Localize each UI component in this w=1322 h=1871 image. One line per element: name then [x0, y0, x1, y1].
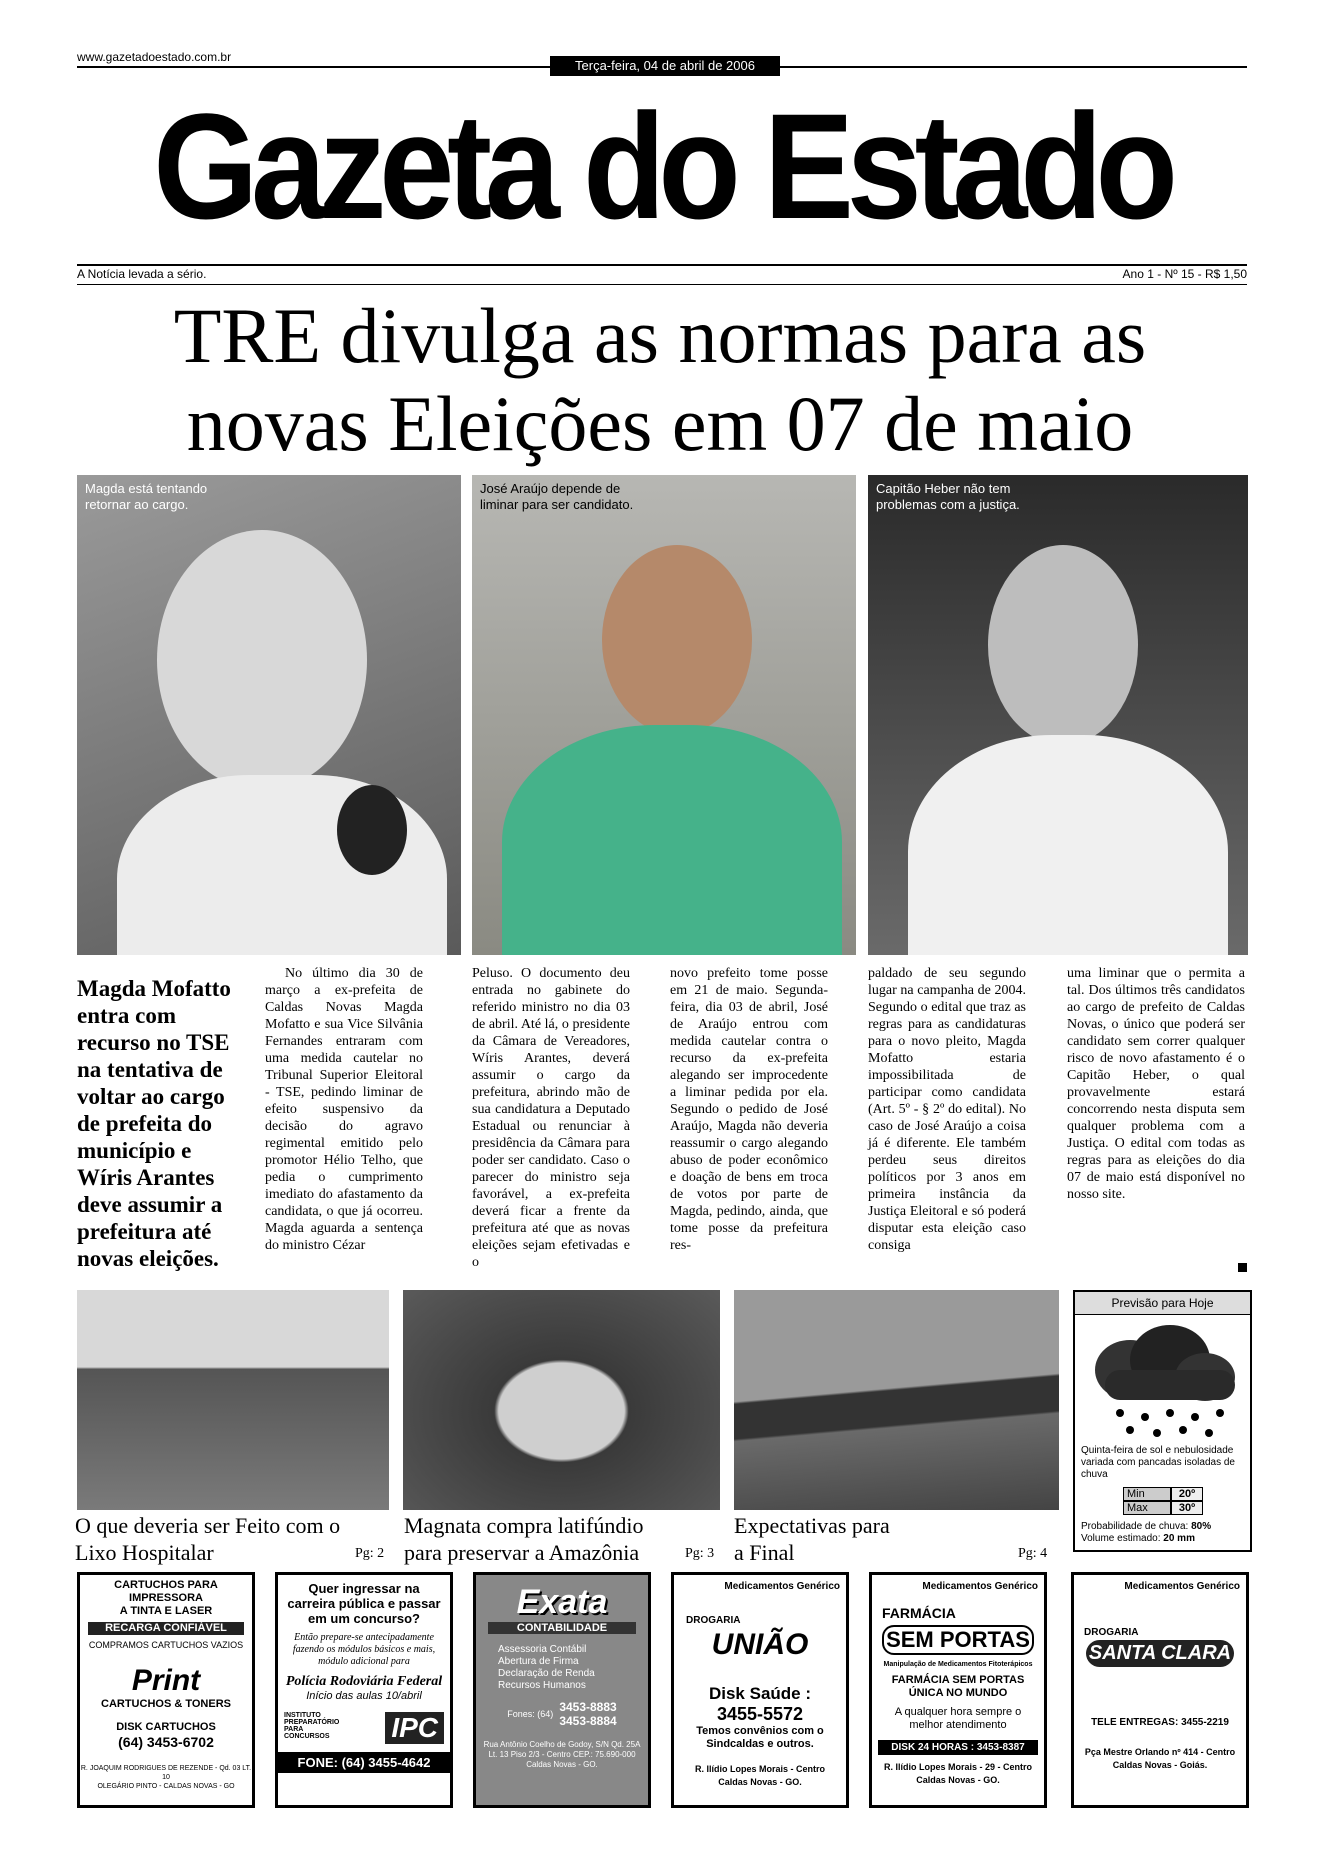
- site-url[interactable]: www.gazetadoestado.com.br: [77, 50, 232, 64]
- issue-date: Terça-feira, 04 de abril de 2006: [550, 56, 780, 76]
- print-logo: Print: [131, 1664, 201, 1697]
- teaser-photo-football-fans[interactable]: [734, 1290, 1059, 1510]
- exata-logo: Exata: [516, 1583, 608, 1621]
- max-label: Max: [1123, 1501, 1171, 1515]
- article-column-1: No último dia 30 de março a ex-prefeita de Caldas Novas Magda Mofatto e sua Vice Silvânia Fernandes entraram com uma medida cautelar no Tribunal Superior Eleitoral - TSE, pedindo liminar de efeito suspensivo da decisão do agravo regimental emitido pelo promotor Hélio Telho, que pedia o cumprimento imediato do afastamento da candidata, o que já ocorreu. Magda aguarda a sentença do ministro Cézar: [265, 966, 423, 1253]
- min-label: Min: [1123, 1487, 1171, 1501]
- end-of-article-mark: [1238, 1263, 1247, 1272]
- portrait-silhouette: [602, 545, 752, 735]
- teaser-page-2: Pg: 3: [685, 1546, 715, 1561]
- main-headline: [60, 292, 1260, 468]
- article-column-5: uma liminar que o permita a tal. Dos últimos três candidatos ao cargo de prefeito de Caldas Novas, o único que poderá ser candidato sem correr qualquer risco de novo afastamento é o Capitão Heber, o qual provavelmente estará concorrendo nesta disputa sem qualquer problema com a Justiça. O edital com todas as regras para as eleições do dia 07 de maio está disponível no nosso site.: [1067, 966, 1245, 1202]
- edition-info: Ano 1 - Nº 15 - R$ 1,50: [1122, 267, 1247, 281]
- temperature-table: [1123, 1487, 1250, 1515]
- masthead-title: Gazeta do Estado: [153, 82, 1171, 250]
- weather-title: Previsão para Hoje: [1075, 1292, 1250, 1315]
- sem-portas-logo: SEM PORTAS: [882, 1625, 1034, 1655]
- photo-caption: Capitão Heber não tem problemas com a justiça.: [876, 481, 1020, 512]
- headline-line-2: novas Eleições em 07 de maio: [186, 380, 1134, 467]
- ipc-logo: IPC: [385, 1712, 444, 1744]
- masthead-rule: [77, 264, 1247, 266]
- teaser-photo-landfill[interactable]: [77, 1290, 389, 1510]
- slogan-rule: [77, 284, 1247, 285]
- rain-cloud-icon: [1075, 1315, 1250, 1440]
- generico-badge: Medicamentos Genérico: [922, 1581, 1038, 1592]
- ad-ipc-concursos[interactable]: Quer ingressar na carreira pública e passar em um concurso? Então prepare-se antecipadamente fazendo os módulos básicos e mais, módulo adicional para Polícia Rodoviária Federal Início das aulas 10/abril INSTITUTO PREPARATÓRIO PARA CONCURSOS IPC FONE: (64) 3455-4642: [275, 1572, 453, 1808]
- ad-drogaria-santa-clara[interactable]: Medicamentos Genérico DROGARIA SANTA CLARA TELE ENTREGAS: 3455-2219 Pça Mestre Orlando nº 414 - Centro Caldas Novas - Goiás.: [1071, 1572, 1249, 1808]
- teaser-page-1: Pg: 2: [355, 1546, 385, 1561]
- rain-info: Probabilidade de chuva: 80% Volume estimado: 20 mm: [1081, 1521, 1212, 1544]
- article-column-3: novo prefeito tome posse em 21 de maio. Segunda-feira, dia 03 de abril, José de Araújo entrou com medida cautelar contra o recurso da ex-prefeita alegando ser improcedente a liminar pedida por ela. Segundo o pedido de José Araújo, Magda não deveria reassumir o cargo alegando abuso de poder econômico e doação de bens em troca de votos por parte de Magda, pedindo, ainda, que tome posse da prefeitura res-: [670, 966, 828, 1253]
- ad-farmacia-sem-portas[interactable]: Medicamentos Genérico FARMÁCIA SEM PORTAS Manipulação de Medicamentos Fitoterápicos FARMÁCIA SEM PORTAS ÚNICA NO MUNDO A qualquer hora sempre o melhor atendimento DISK 24 HORAS : 3453-8387 R. Ilídio Lopes Morais - 29 - Centro Caldas Novas - GO.: [869, 1572, 1047, 1808]
- microphone: [337, 785, 407, 875]
- ad-cartuchos[interactable]: CARTUCHOS PARA IMPRESSORA A TINTA E LASER RECARGA CONFIÁVEL COMPRAMOS CARTUCHOS VAZIOS Print CARTUCHOS & TONERS DISK CARTUCHOS (64) 3453-6702 R. JOAQUIM RODRIGUES DE REZENDE - Qd. 03 LT. 10 OLEGÁRIO PINTO - CALDAS NOVAS - GO: [77, 1572, 255, 1808]
- generico-badge: Medicamentos Genérico: [724, 1581, 840, 1592]
- lead-summary: Magda Mofatto entra com recurso no TSE na tentativa de voltar ao cargo de prefeita do município e Wíris Arantes deve assumir a prefeitura até novas eleições.: [77, 976, 231, 1271]
- headline-line-1: TRE divulga as normas para as: [173, 292, 1147, 379]
- photo-caption: Magda está tentando retornar ao cargo.: [85, 481, 208, 512]
- ad-drogaria-uniao[interactable]: Medicamentos Genérico DROGARIA UNIÃO Disk Saúde : 3455-5572 Temos convênios com o Sindcaldas e outros. R. Ilídio Lopes Morais - Centro Caldas Novas - GO.: [671, 1572, 849, 1808]
- teaser-title-2[interactable]: Magnata compra latifúndio para preservar a Amazônia: [404, 1513, 644, 1565]
- photo-magda: [77, 475, 461, 955]
- teaser-title-3[interactable]: Expectativas para a Final: [734, 1513, 890, 1565]
- min-value: 20º: [1171, 1487, 1203, 1501]
- teaser-photo-water-lilies[interactable]: [403, 1290, 720, 1510]
- weather-box: [1073, 1290, 1252, 1552]
- teaser-title-1[interactable]: O que deveria ser Feito com o Lixo Hospitalar: [75, 1513, 341, 1565]
- shirt-silhouette: [502, 725, 842, 955]
- teaser-page-3: Pg: 4: [1018, 1546, 1048, 1561]
- portrait-silhouette: [988, 545, 1138, 745]
- photo-caption: José Araújo depende de liminar para ser candidato.: [480, 481, 634, 512]
- portrait-silhouette: [157, 530, 367, 790]
- generico-badge: Medicamentos Genérico: [1124, 1581, 1240, 1592]
- uniao-logo: UNIÃO: [711, 1628, 809, 1661]
- ad-exata-contabilidade[interactable]: Exata CONTABILIDADE Assessoria Contábil Abertura de Firma Declaração de Renda Recursos Humanos Fones: (64) 3453-8883 3453-8884 Rua Antônio Coelho de Godoy, S/N Qd. 25A Lt. 13 Piso 2/3 - Centro CEP.: 75.690-000 Caldas Novas - GO.: [473, 1572, 651, 1808]
- santa-clara-logo: SANTA CLARA: [1086, 1640, 1234, 1667]
- weather-description: Quinta-feira de sol e nebulosidade variada com pancadas isoladas de chuva: [1081, 1445, 1235, 1480]
- article-column-2: Peluso. O documento deu entrada no gabinete do referido ministro no dia 03 de abril. Até lá, o presidente da Câmara de Vereadores, Wíris Arantes, deverá assumir o cargo da prefeitura, abrindo mão de sua candidatura a Deputado Estadual ou renunciar à presidência da Câmara para poder ser candidato. Caso o parecer do ministro seja favorável, a ex-prefeita deverá ficar a frente da prefeitura até que as novas eleições sejam efetivadas e o: [472, 966, 630, 1270]
- max-value: 30º: [1171, 1501, 1203, 1515]
- article-column-4: paldado de seu segundo lugar na campanha de 2004. Segundo o edital que traz as regras para as candidaturas para o novo pleito, Magda Mofatto estaria impossibilitada de participar como candidata (Art. 5º - § 2º do edital). No caso de José Araújo a coisa já é diferente. Ele também perdeu seus direitos políticos por 3 anos em primeira instância da Justiça Eleitoral e só poderá disputar esta eleição caso consiga: [868, 966, 1026, 1253]
- photo-jose-araujo: [472, 475, 856, 955]
- slogan: A Notícia levada a sério.: [77, 267, 207, 281]
- shirt-silhouette: [908, 735, 1228, 955]
- photo-capitao-heber: [868, 475, 1248, 955]
